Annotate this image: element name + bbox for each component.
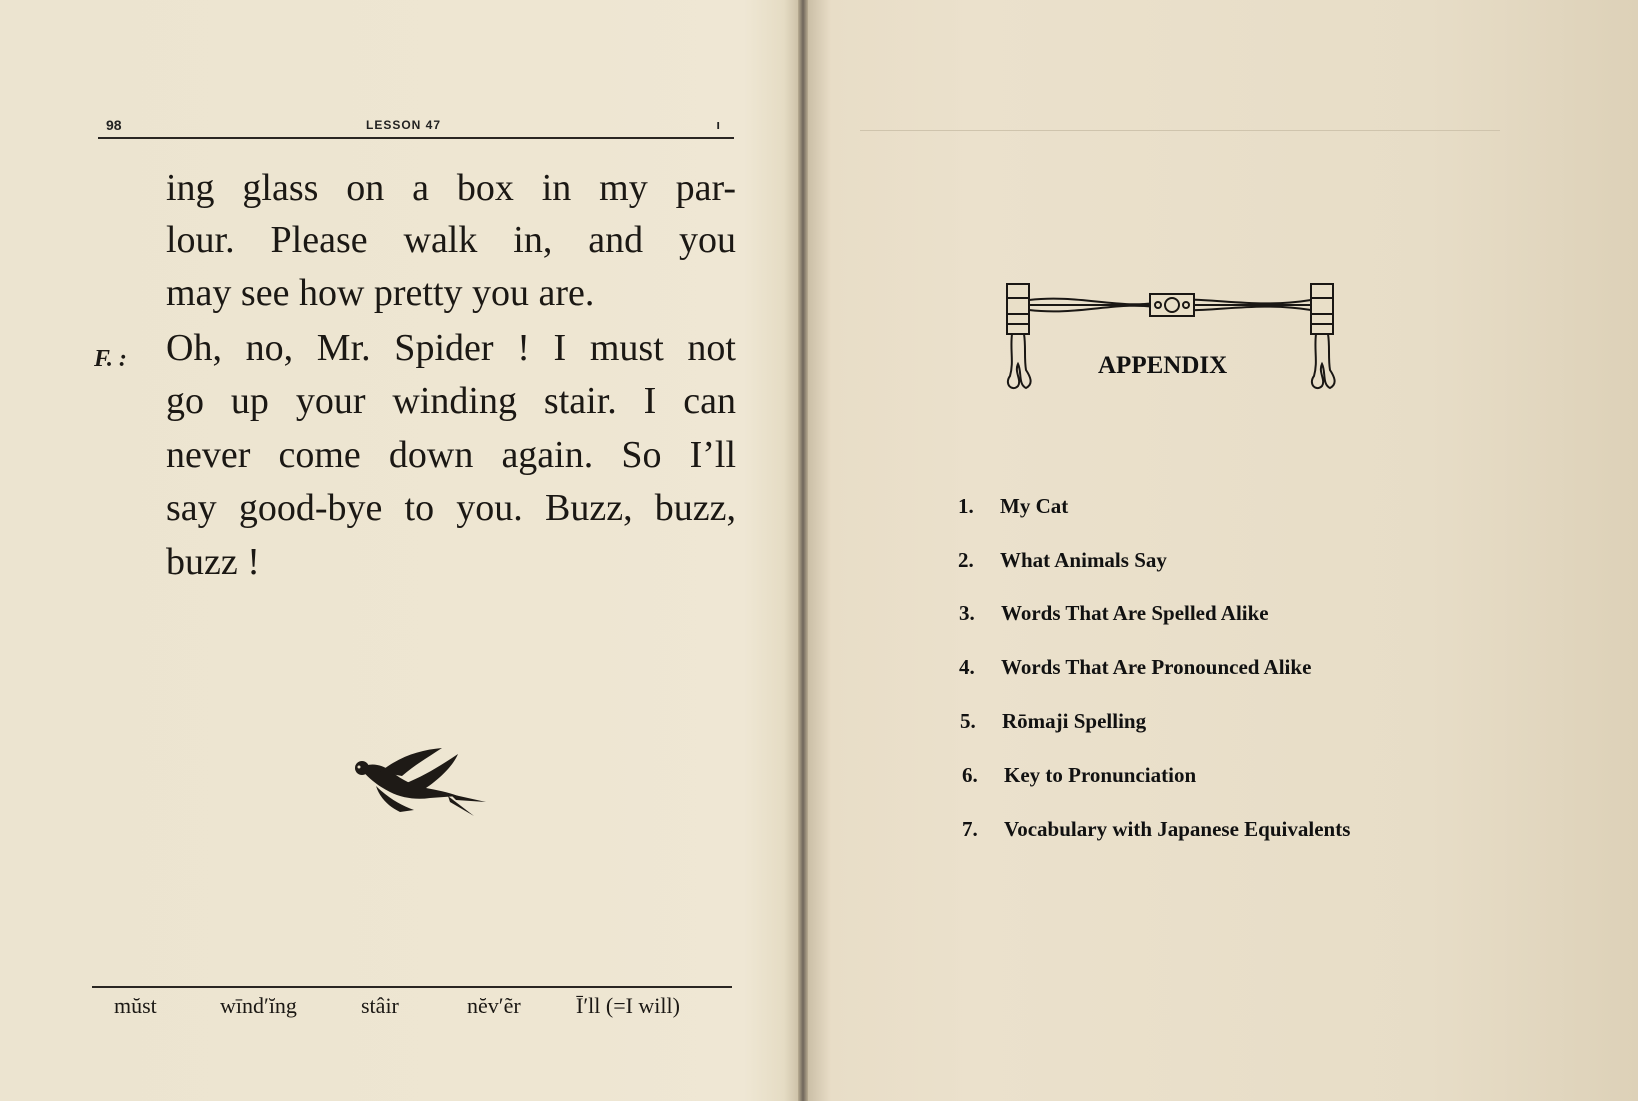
text-line: go up your winding stair. I can — [166, 380, 736, 422]
toc-title: Key to Pronunciation — [1004, 763, 1197, 787]
text-line: ing glass on a box in my par- — [166, 167, 736, 209]
book-gutter — [798, 0, 808, 1101]
right-page — [806, 0, 1638, 1101]
toc-title: Vocabulary with Japanese Equivalents — [1004, 817, 1351, 841]
toc-title: What Animals Say — [1000, 548, 1167, 572]
appendix-title: APPENDIX — [1098, 352, 1228, 379]
toc-title: Words That Are Spelled Alike — [1001, 601, 1269, 625]
toc-number: 3. — [959, 601, 975, 625]
toc-item — [962, 763, 1196, 788]
toc-number: 6. — [962, 763, 978, 787]
lesson-label: LESSON 47 — [366, 118, 442, 132]
toc-title: Words That Are Pronounced Alike — [1001, 655, 1312, 679]
running-header — [98, 113, 734, 139]
toc-item — [959, 601, 1269, 626]
text-line: may see how pretty you are. — [166, 272, 595, 314]
toc-title: My Cat — [1000, 494, 1069, 518]
toc-item — [958, 548, 1167, 573]
page-number: 98 — [106, 117, 122, 133]
vocabulary-word: wīnd′ĭng — [220, 993, 297, 1018]
toc-item — [960, 709, 1146, 734]
vocabulary-rule — [92, 986, 732, 988]
speaker-label: F. : — [94, 346, 127, 372]
swallow-illustration — [340, 746, 490, 831]
text-line: Oh, no, Mr. Spider ! I must not — [166, 327, 736, 369]
toc-number: 1. — [958, 494, 974, 518]
toc-title: Rōmaji Spelling — [1002, 709, 1147, 733]
bar-ornament-icon — [1000, 280, 1340, 415]
vocabulary-word: Ī′ll (=I will) — [576, 993, 680, 1018]
vocabulary-word: mŭst — [114, 993, 157, 1018]
text-line: say good-bye to you. Buzz, buzz, — [166, 487, 736, 529]
toc-number: 5. — [960, 709, 976, 733]
faint-header-rule — [860, 130, 1500, 131]
text-line: buzz ! — [166, 541, 260, 583]
text-line: never come down again. So I’ll — [166, 434, 736, 476]
toc-item — [959, 655, 1311, 680]
toc-item — [962, 817, 1350, 842]
header-mark: ı — [716, 117, 720, 132]
vocabulary-word: stâir — [361, 993, 399, 1018]
toc-item — [958, 494, 1068, 519]
vocabulary-word: nĕv′ẽr — [467, 993, 521, 1018]
text-line: lour. Please walk in, and you — [166, 219, 736, 261]
toc-number: 7. — [962, 817, 978, 841]
toc-number: 4. — [959, 655, 975, 679]
toc-number: 2. — [958, 548, 974, 572]
